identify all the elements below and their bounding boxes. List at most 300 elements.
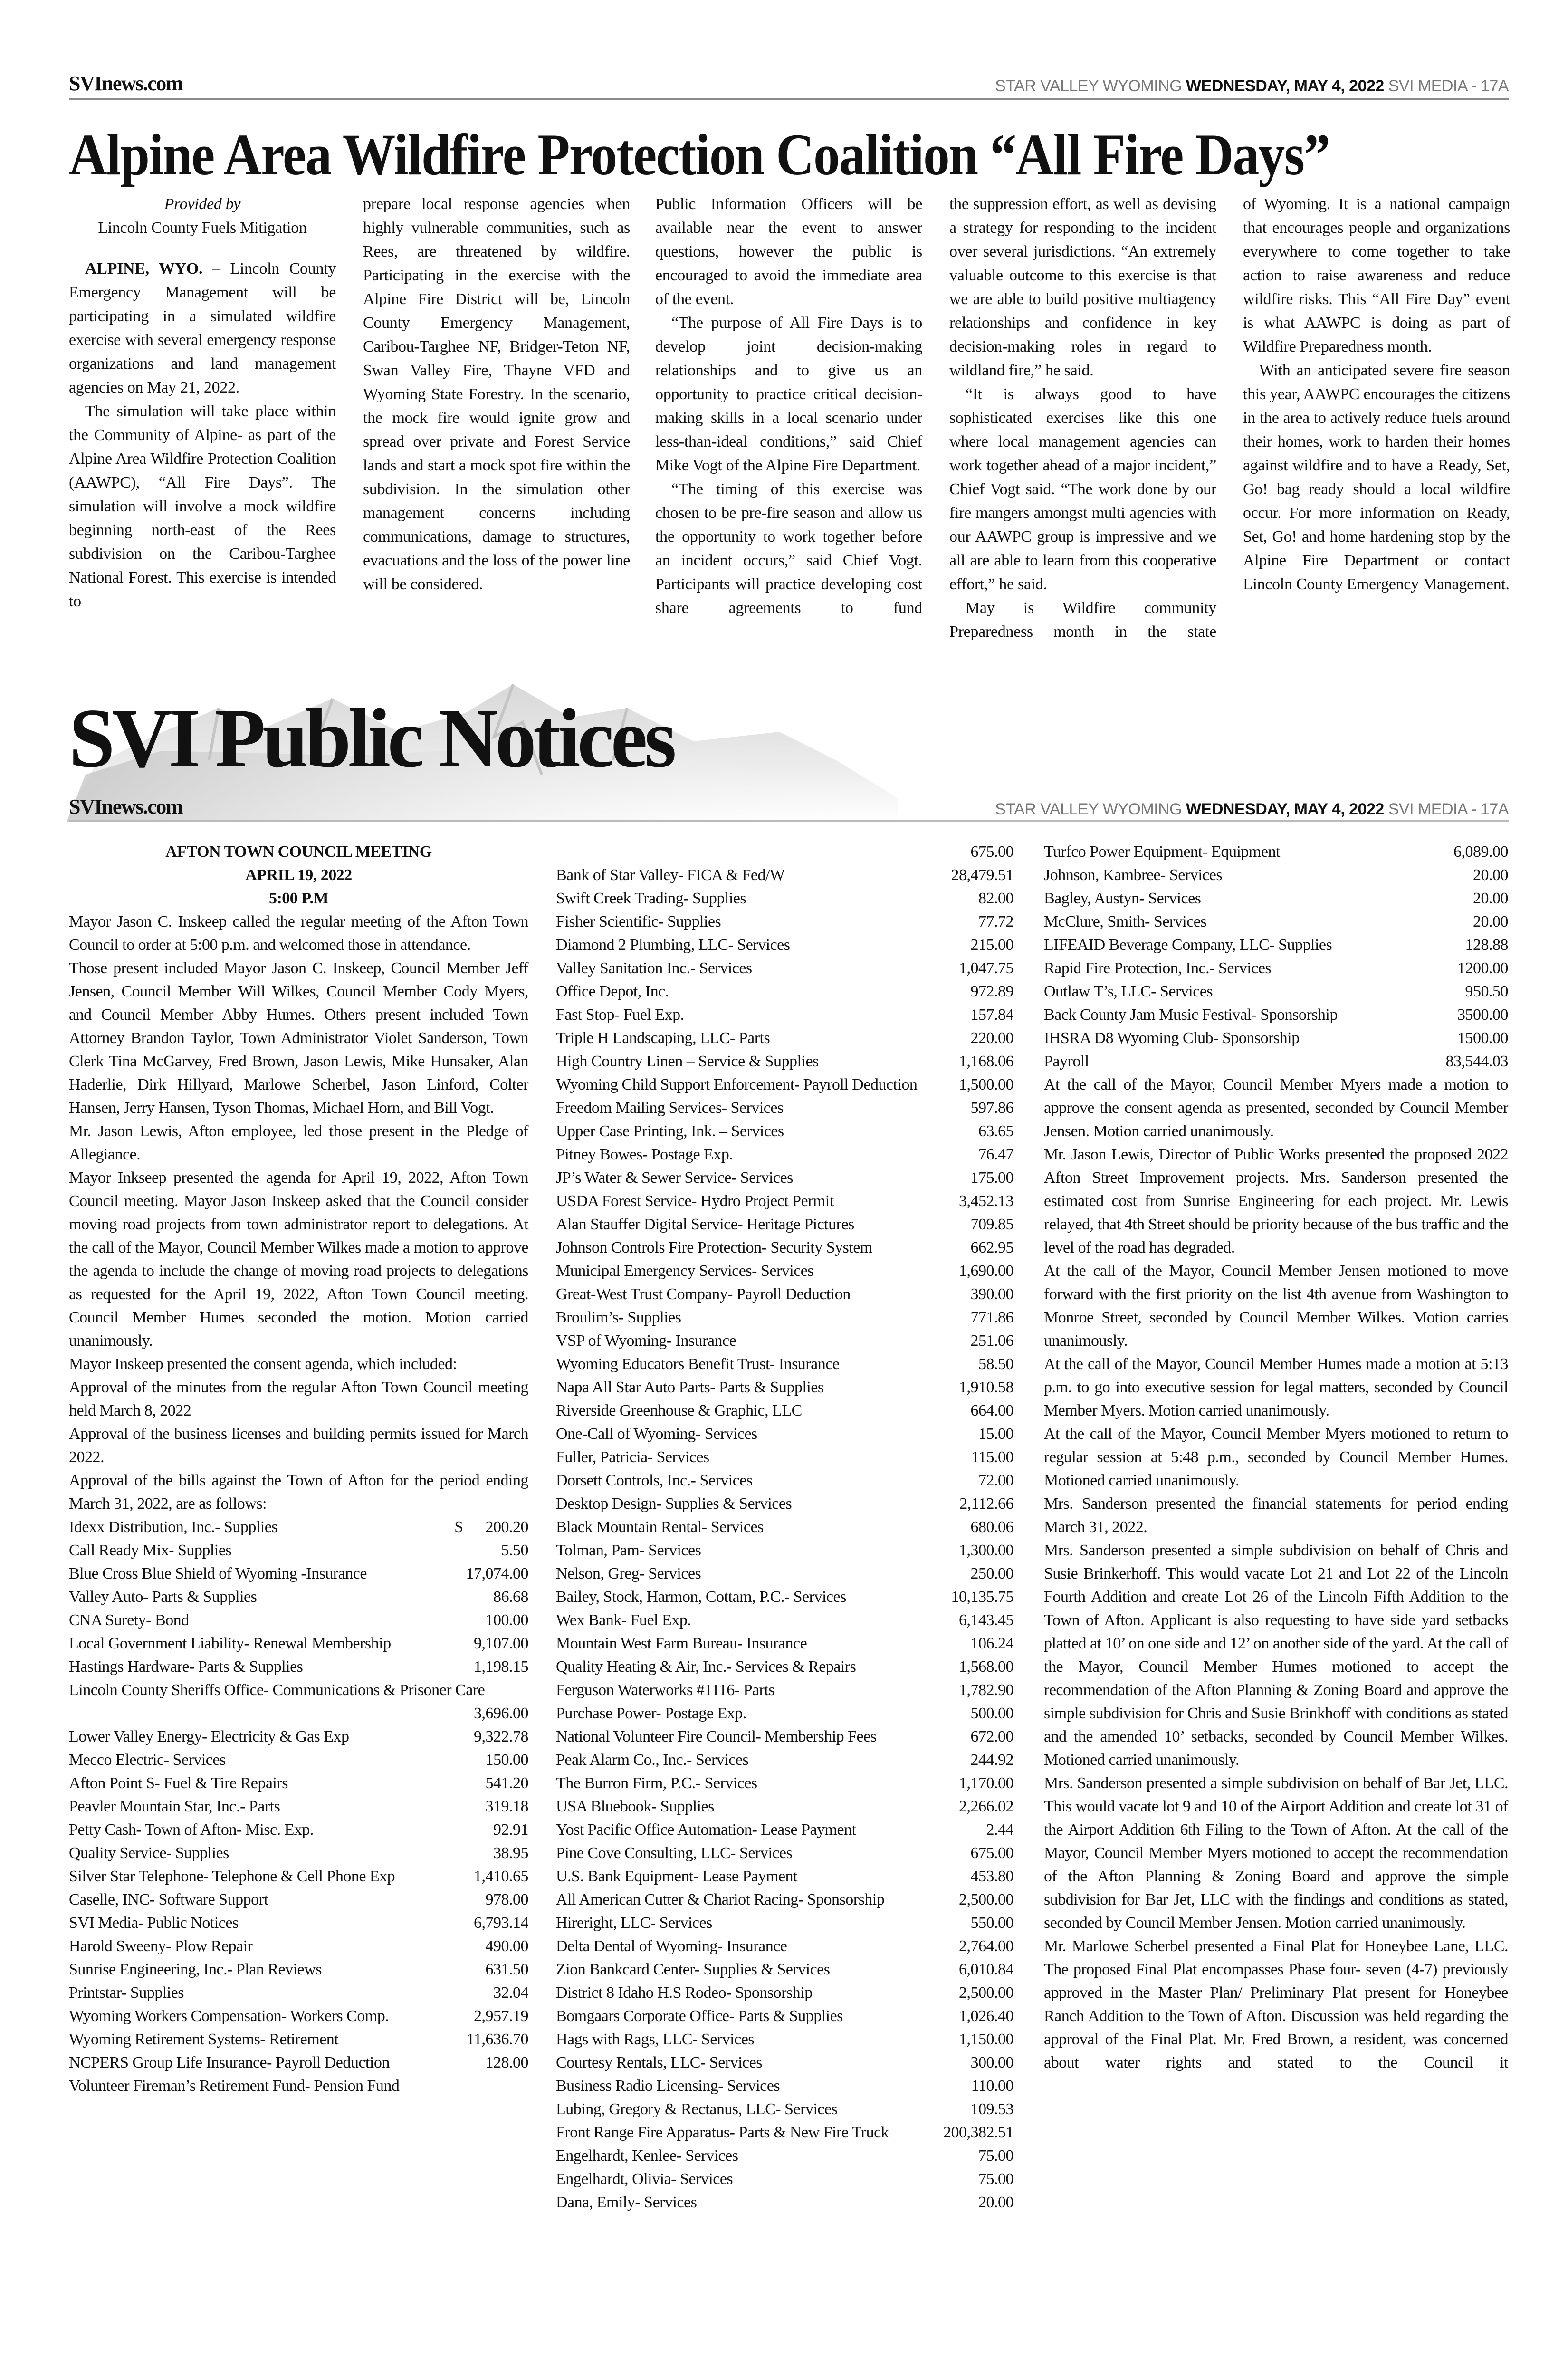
article-paragraph: The simulation will take place within the Community of Alpine- as part of the Alpine Area Wildfire Protection Coalition (AAWPC), “All Fire Days”. The simulation will involve a mock wildfire beginning north-east of the Rees subdivision on the Caribou-Targhee National Forest. This exercise is intended to — [69, 402, 336, 610]
bill-entry — [556, 1515, 1013, 1539]
notices-column — [69, 840, 528, 2098]
bill-payee: Call Ready Mix- Supplies — [69, 1542, 232, 1559]
bill-amount: 1,170.00 — [959, 1774, 1013, 1792]
bill-entry — [556, 1166, 1013, 1189]
bill-amount: 1,910.58 — [959, 1379, 1013, 1396]
bill-entry — [1044, 1050, 1508, 1073]
bill-amount: 1,690.00 — [959, 1262, 1013, 1280]
bill-entry — [69, 1539, 528, 1562]
bill-entry — [556, 1050, 1013, 1073]
bill-entry — [69, 1562, 528, 1585]
bill-amount: 541.20 — [485, 1774, 528, 1792]
bill-amount: 950.50 — [1465, 983, 1508, 1000]
bill-payee: Silver Star Telephone- Telephone & Cell Phone Exp — [69, 1868, 395, 1885]
bill-amount: 150.00 — [485, 1751, 528, 1769]
bill-amount: 20.00 — [1473, 913, 1508, 930]
bill-payee: Tolman, Pam- Services — [556, 1542, 701, 1559]
article-paragraph: “It is always good to have sophisticated exercises like this one where local management agencies can work together ahead of a major incident,” Chief Vogt said. “The work done by our fire mangers amongst multi agencies with our AAWPC group is impressive and we all are able to learn from this cooperative effort,” he said. — [949, 385, 1216, 593]
bill-amount: 709.85 — [970, 1216, 1013, 1233]
bill-amount: 597.86 — [970, 1099, 1013, 1117]
bill-entry — [69, 2028, 528, 2051]
bill-entry — [556, 1539, 1013, 1562]
bill-payee: Mountain West Farm Bureau- Insurance — [556, 1635, 807, 1652]
bill-payee: Bagley, Austyn- Services — [1044, 890, 1201, 907]
bill-entry — [69, 2051, 528, 2074]
bill-payee: National Volunteer Fire Council- Membership Fees — [556, 1728, 877, 1745]
bill-payee: Afton Point S- Fuel & Tire Repairs — [69, 1774, 288, 1792]
bill-entry — [1044, 863, 1508, 887]
bill-amount: 1500.00 — [1457, 1029, 1508, 1047]
bill-entry — [69, 1818, 528, 1841]
bill-entry — [556, 1469, 1013, 1492]
public-notices-title: SVI Public Notices — [69, 691, 674, 785]
bill-amount: 250.00 — [970, 1565, 1013, 1582]
notices-header — [69, 795, 1509, 819]
bill-amount: 251.06 — [970, 1332, 1013, 1350]
bill-entry — [556, 1562, 1013, 1585]
bill-amount: 2,500.00 — [959, 1984, 1013, 2002]
bill-payee: Dana, Emily- Services — [556, 2194, 697, 2211]
bill-amount: 453.80 — [970, 1868, 1013, 1885]
bill-entry — [1044, 840, 1508, 863]
bill-payee: Petty Cash- Town of Afton- Misc. Exp. — [69, 1821, 314, 1839]
bill-payee: Municipal Emergency Services- Services — [556, 1262, 814, 1280]
bill-amount: 3,452.13 — [959, 1192, 1013, 1210]
bill-amount: 6,089.00 — [1453, 843, 1508, 861]
bill-payee: Blue Cross Blue Shield of Wyoming -Insurance — [69, 1565, 367, 1582]
bill-payee: USDA Forest Service- Hydro Project Permit — [556, 1192, 834, 1210]
bill-amount: 28,479.51 — [951, 866, 1013, 884]
bill-amount: 1,168.06 — [959, 1053, 1013, 1070]
bill-entry — [556, 1399, 1013, 1422]
bill-entry — [1044, 887, 1508, 910]
bill-payee: NCPERS Group Life Insurance- Payroll Deduction — [69, 2054, 390, 2071]
bill-payee: Black Mountain Rental- Services — [556, 1518, 764, 1536]
bill-amount: 75.00 — [978, 2147, 1013, 2165]
bill-payee: Purchase Power- Postage Exp. — [556, 1705, 746, 1722]
bill-entry — [556, 1026, 1013, 1050]
bill-amount: 500.00 — [970, 1705, 1013, 1722]
article-paragraph: prepare local response agencies when highly vulnerable communities, such as Rees, are threatened by wildfire. Participating in the exercise with the Alpine Fire District will be, Lincoln County Emergency Management, Caribou-Targhee NF, Bridger-Teton NF, Swan Valley Fire, Thayne VFD and Wyoming State Forestry. In the scenario, the mock fire would ignite grow and spread over private and Forest Service lands and start a mock spot fire within the subdivision. In the simulation other management concerns including communications, damage to structures, evacuations and the loss of the power line will be considered. — [363, 195, 630, 593]
bill-amount: 106.24 — [970, 1635, 1013, 1652]
bill-amount: 109.53 — [970, 2100, 1013, 2118]
bill-payee: Wex Bank- Fuel Exp. — [556, 1611, 691, 1629]
bill-amount: 72.00 — [978, 1472, 1013, 1489]
notices-rule — [69, 820, 1509, 822]
bill-entry — [556, 1213, 1013, 1236]
bill-entry — [69, 2004, 528, 2028]
bill-payee: Business Radio Licensing- Services — [556, 2077, 780, 2095]
bill-payee: Johnson Controls Fire Protection- Security System — [556, 1239, 872, 1256]
bill-payee: VSP of Wyoming- Insurance — [556, 1332, 736, 1350]
notice-paragraph: At the call of the Mayor, Council Member Jensen motioned to move forward with the first priority on the list 4th avenue from Washington to Monroe Street, seconded by Council Member Wilkes. Motion carries unanimously. — [1044, 1262, 1508, 1350]
byline-source: Lincoln County Fuels Mitigation — [98, 219, 307, 237]
bill-entry — [69, 1609, 528, 1632]
bill-entry — [556, 1422, 1013, 1446]
bill-payee: Zion Bankcard Center- Supplies & Services — [556, 1961, 830, 1978]
bill-amount: 1,026.40 — [959, 2007, 1013, 2025]
bill-amount: 1,198.15 — [474, 1658, 528, 1676]
bill-amount: 110.00 — [971, 2077, 1013, 2095]
notice-paragraph: Mrs. Sanderson presented a simple subdivision on behalf of Bar Jet, LLC. This would vacate lot 9 and 10 of the Airport Addition and create lot 31 of the Airport Addition 6th Filing to the Town of Afton. At the call of the Mayor, Council Member Myers motioned to accept the recommendation of the Afton Planning & Zoning Board and approve the simple subdivision for Bar Jet, LLC with the findings and conditions as stated, seconded by Council Member Jensen. Motion carried unanimously. — [1044, 1774, 1508, 1932]
bill-amount: 1,047.75 — [959, 959, 1013, 977]
bill-payee: Wyoming Child Support Enforcement- Payroll Deduction — [556, 1076, 918, 1093]
spacer — [69, 240, 336, 257]
bill-amount: 20.00 — [1473, 890, 1508, 907]
bill-payee: Lubing, Gregory & Rectanus, LLC- Services — [556, 2100, 838, 2118]
bill-payee: Printstar- Supplies — [69, 1984, 184, 2002]
dateline-date: WEDNESDAY, MAY 4, 2022 — [1186, 77, 1384, 95]
bill-payee: Napa All Star Auto Parts- Parts & Supplies — [556, 1379, 824, 1396]
bill-entry — [556, 1865, 1013, 1888]
bill-payee: Bomgaars Corporate Office- Parts & Supplies — [556, 2007, 843, 2025]
bill-amount: 128.88 — [1465, 936, 1508, 954]
bill-amount: 672.00 — [970, 1728, 1013, 1745]
bill-payee: CNA Surety- Bond — [69, 1611, 189, 1629]
bill-amount: 15.00 — [978, 1425, 1013, 1443]
dateline-lead: ALPINE, WYO. — [85, 260, 203, 278]
bill-amount: 1,782.90 — [959, 1681, 1013, 1699]
bill-amount: 675.00 — [970, 1844, 1013, 1862]
bill-entry — [556, 2028, 1013, 2051]
bill-amount: 20.00 — [1473, 866, 1508, 884]
bill-amount: 220.00 — [970, 1029, 1013, 1047]
bill-entry — [69, 1632, 528, 1655]
bill-payee: Bailey, Stock, Harmon, Cottam, P.C.- Services — [556, 1588, 846, 1606]
bill-payee: Bank of Star Valley- FICA & Fed/W — [556, 866, 785, 884]
bill-payee: Engelhardt, Kenlee- Services — [556, 2147, 738, 2165]
bill-entry — [556, 1609, 1013, 1632]
bill-payee: Great-West Trust Company- Payroll Deduction — [556, 1285, 851, 1303]
bill-entry — [556, 1585, 1013, 1609]
bill-payee: Riverside Greenhouse & Graphic, LLC — [556, 1402, 802, 1419]
notices-column — [1044, 840, 1508, 2074]
bill-amount: 390.00 — [970, 1285, 1013, 1303]
bill-payee: Caselle, INC- Software Support — [69, 1891, 268, 1908]
bill-payee: Idexx Distribution, Inc.- Supplies — [69, 1518, 278, 1536]
bill-payee: Pitney Bowes- Postage Exp. — [556, 1146, 733, 1163]
bill-amount: 2,266.02 — [959, 1798, 1013, 1815]
article-byline — [69, 192, 336, 240]
notices-column — [556, 840, 1013, 2214]
bill-entry — [69, 1981, 528, 2004]
bill-entry — [69, 2074, 528, 2098]
bill-amount: 2.44 — [986, 1821, 1013, 1839]
bill-payee: Lower Valley Energy- Electricity & Gas Exp — [69, 1728, 349, 1745]
notice-paragraph: Mayor Inskeep presented the consent agenda, which included: — [69, 1355, 457, 1373]
bill-amount: 38.95 — [493, 1844, 528, 1862]
bill-entry — [69, 1748, 528, 1772]
notice-paragraph: Mayor Inkseep presented the agenda for April 19, 2022, Afton Town Council meeting. Mayor Jason Inskeep asked that the Council consider moving road projects from town administrator report to delegations. At the call of the Mayor, Council Member Wilkes made a motion to approve the agenda to include the change of moving road projects to delegations as requested for the April 19, 2022, Afton Town Council meeting. Council Member Humes seconded the motion. Motion carried unanimously. — [69, 1169, 528, 1350]
bill-entry — [556, 1143, 1013, 1166]
bill-amount: 11,636.70 — [466, 2031, 528, 2048]
article-column — [363, 192, 630, 596]
bill-entry — [69, 1515, 528, 1539]
bill-payee: Harold Sweeny- Plow Repair — [69, 1937, 253, 1955]
bill-amount: 1,410.65 — [474, 1868, 528, 1885]
notice-paragraph: Mayor Jason C. Inskeep called the regular meeting of the Afton Town Council to order at 5:00 p.m. and welcomed those in attendance. — [69, 913, 528, 954]
article-column — [69, 192, 336, 613]
bill-amount: 1,568.00 — [959, 1658, 1013, 1676]
bill-payee: Payroll — [1044, 1053, 1089, 1070]
byline-label: Provided by — [164, 195, 241, 213]
bill-payee: JP’s Water & Sewer Service- Services — [556, 1169, 793, 1187]
bill-entry — [556, 1189, 1013, 1213]
bill-entry — [556, 910, 1013, 933]
bill-amount: 17,074.00 — [466, 1565, 528, 1582]
bill-amount: 2,764.00 — [959, 1937, 1013, 1955]
article-paragraph: With an anticipated severe fire season this year, AAWPC encourages the citizens in the area to actively reduce fuels around their homes, work to harden their homes against wildfire and to have a Ready, Set, Go! bag ready should a local wildfire occur. For more information on Ready, Set, Go! and home hardening stop by the Alpine Fire Department or contact Lincoln County Emergency Management. — [1243, 362, 1510, 593]
bill-amount: 675.00 — [970, 843, 1013, 861]
bill-payee: The Burron Firm, P.C.- Services — [556, 1774, 757, 1792]
article-paragraph: ALPINE, WYO. – Lincoln County Emergency Management will be participating in a simulated wildfire exercise with several emergency response organizations and land management agencies on May 21, 2022. — [69, 260, 336, 396]
article-paragraph: Public Information Officers will be available near the event to answer questions, however the public is encouraged to avoid the immediate area of the event. — [655, 195, 922, 308]
bill-payee: Hireright, LLC- Services — [556, 1914, 712, 1932]
article-column — [949, 192, 1216, 644]
bill-payee: Quality Service- Supplies — [69, 1844, 229, 1862]
bill-entry — [556, 1888, 1013, 1911]
bill-entry — [556, 980, 1013, 1003]
bill-entry — [69, 1795, 528, 1818]
bill-amount: 3,696.00 — [474, 1705, 528, 1722]
bill-entry — [1044, 1003, 1508, 1026]
bill-entry — [556, 1981, 1013, 2004]
bill-entry — [556, 2074, 1013, 2098]
bill-entry — [556, 1096, 1013, 1120]
notice-paragraph: Mr. Jason Lewis, Afton employee, led those present in the Pledge of Allegiance. — [69, 1122, 528, 1163]
bill-amount: 92.91 — [493, 1821, 528, 1839]
dateline — [995, 800, 1509, 819]
bill-amount: 2,500.00 — [959, 1891, 1013, 1908]
bill-amount: 662.95 — [970, 1239, 1013, 1256]
notice-heading: 5:00 P.M — [268, 890, 329, 907]
notice-paragraph: At the call of the Mayor, Council Member Humes made a motion at 5:13 p.m. to go into executive session for legal matters, seconded by Council Member Myers. Motion carried unanimously. — [1044, 1355, 1508, 1419]
notice-heading: AFTON TOWN COUNCIL MEETING — [165, 843, 432, 861]
article-paragraph: of Wyoming. It is a national campaign that encourages people and organizations everywhere to come together to take action to raise awareness and reduce wildfire risks. This “All Fire Day” event is what AAWPC is doing as part of Wildfire Preparedness month. — [1243, 195, 1510, 355]
bill-entry — [556, 1911, 1013, 1935]
bill-amount: 6,010.84 — [959, 1961, 1013, 1978]
bill-payee: Hastings Hardware- Parts & Supplies — [69, 1658, 303, 1676]
bill-payee: SVI Media- Public Notices — [69, 1914, 239, 1932]
bill-payee: Desktop Design- Supplies & Services — [556, 1495, 792, 1513]
bill-amount: 244.92 — [970, 1751, 1013, 1769]
bill-payee: Alan Stauffer Digital Service- Heritage Pictures — [556, 1216, 854, 1233]
bill-payee: Turfco Power Equipment- Equipment — [1044, 843, 1280, 861]
bill-payee: Johnson, Kambree- Services — [1044, 866, 1223, 884]
article-paragraph: May is Wildfire community Preparedness month in the state — [949, 599, 1216, 641]
bill-amount: 490.00 — [485, 1937, 528, 1955]
bill-payee: Engelhardt, Olivia- Services — [556, 2170, 733, 2188]
bill-payee: Front Range Fire Apparatus- Parts & New Fire Truck — [556, 2124, 889, 2141]
header-rule — [69, 98, 1509, 100]
bill-entry — [556, 1073, 1013, 1096]
bill-entry — [556, 840, 1013, 863]
bill-entry — [556, 1120, 1013, 1143]
bill-entry — [556, 863, 1013, 887]
notice-paragraph: Approval of the bills against the Town of Afton for the period ending March 31, 2022, are as follows: — [69, 1472, 528, 1513]
bill-payee: Yost Pacific Office Automation- Lease Payment — [556, 1821, 856, 1839]
bill-entry — [69, 1772, 528, 1795]
bill-amount: 2,957.19 — [474, 2007, 528, 2025]
bill-entry — [556, 2121, 1013, 2144]
bill-amount: 680.06 — [970, 1518, 1013, 1536]
bill-entry — [556, 1935, 1013, 1958]
bill-amount: $ 200.20 — [455, 1518, 528, 1536]
bill-entry — [556, 1818, 1013, 1841]
bill-entry — [556, 2144, 1013, 2167]
bill-amount: 1,150.00 — [959, 2031, 1013, 2048]
bill-entry — [556, 1958, 1013, 1981]
bill-entry — [69, 1655, 528, 1678]
site-name[interactable]: SVInews.com — [69, 795, 182, 818]
bill-entry — [69, 1958, 528, 1981]
bill-entry — [556, 933, 1013, 957]
bill-payee: Lincoln County Sheriffs Office- Communications & Prisoner Care — [69, 1681, 485, 1699]
bill-amount: 75.00 — [978, 2170, 1013, 2188]
bill-payee: Quality Heating & Air, Inc.- Services & Repairs — [556, 1658, 856, 1676]
bill-amount: 128.00 — [485, 2054, 528, 2071]
bill-entry — [1044, 910, 1508, 933]
bill-entry — [556, 2167, 1013, 2191]
bill-entry — [556, 2004, 1013, 2028]
bill-amount: 300.00 — [970, 2054, 1013, 2071]
bill-entry — [556, 957, 1013, 980]
bill-payee: Mecco Electric- Services — [69, 1751, 226, 1769]
bill-amount: 972.89 — [970, 983, 1013, 1000]
notice-heading: APRIL 19, 2022 — [245, 866, 352, 884]
bill-payee: Ferguson Waterworks #1116- Parts — [556, 1681, 775, 1699]
bill-entry — [69, 1911, 528, 1935]
bill-payee: Courtesy Rentals, LLC- Services — [556, 2054, 762, 2071]
notice-paragraph: Mr. Jason Lewis, Director of Public Works presented the proposed 2022 Afton Street Improvement projects. Mrs. Sanderson presented the estimated cost from Sunrise Engineering for each project. Mr. Lewis relayed, that 4th Street should be priority because of the bus traffic and the level of the road has degraded. — [1044, 1146, 1508, 1256]
bill-entry — [69, 1888, 528, 1911]
bill-entry — [556, 2098, 1013, 2121]
article-column — [655, 192, 922, 620]
bill-entry — [556, 887, 1013, 910]
bill-entry — [69, 1935, 528, 1958]
article-headline: Alpine Area Wildfire Protection Coalition “All Fire Days” — [69, 122, 1330, 187]
notice-paragraph: At the call of the Mayor, Council Member Myers made a motion to approve the consent agenda as presented, seconded by Council Member Jensen. Motion carried unanimously. — [1044, 1076, 1508, 1140]
bill-payee: Delta Dental of Wyoming- Insurance — [556, 1937, 787, 1955]
bill-amount: 76.47 — [978, 1146, 1013, 1163]
bill-amount: 20.00 — [978, 2194, 1013, 2211]
dateline-location: STAR VALLEY WYOMING — [995, 77, 1182, 95]
bill-amount: 6,143.45 — [959, 1611, 1013, 1629]
bill-payee: Volunteer Fireman’s Retirement Fund- Pension Fund — [69, 2077, 400, 2095]
bill-amount: 550.00 — [970, 1914, 1013, 1932]
dateline-edition: SVI MEDIA - 17A — [1388, 77, 1509, 95]
bill-entry — [1044, 1026, 1508, 1050]
bill-amount: 664.00 — [970, 1402, 1013, 1419]
bill-amount: 9,107.00 — [474, 1635, 528, 1652]
bill-payee: Rapid Fire Protection, Inc.- Services — [1044, 959, 1272, 977]
bill-payee: Fisher Scientific- Supplies — [556, 913, 721, 930]
bill-amount: 1200.00 — [1457, 959, 1508, 977]
bill-amount: 319.18 — [485, 1798, 528, 1815]
bill-payee: U.S. Bank Equipment- Lease Payment — [556, 1868, 798, 1885]
bill-entry — [1044, 933, 1508, 957]
bill-payee: High Country Linen – Service & Supplies — [556, 1053, 819, 1070]
notice-paragraph: Those present included Mayor Jason C. Inskeep, Council Member Jeff Jensen, Council Member Will Wilkes, Council Member Cody Myers, and Council Member Abby Humes. Others present included Town Attorney Brandon Taylor, Town Administrator Violet Sanderson, Town Clerk Tina McGarvey, Fred Brown, Jason Lewis, Mike Hunsaker, Alan Haderlie, Dirk Hillyard, Marlowe Scherbel, Jason Linford, Colter Hansen, Jerry Hansen, Tyson Thomas, Michael Horn, and Bill Vogt. — [69, 959, 528, 1117]
bill-amount: 115.00 — [971, 1448, 1013, 1466]
bill-payee: LIFEAID Beverage Company, LLC- Supplies — [1044, 936, 1332, 954]
bill-amount: 5.50 — [501, 1542, 528, 1559]
bill-entry — [69, 1841, 528, 1865]
bill-entry — [556, 2051, 1013, 2074]
bill-entry — [1044, 957, 1508, 980]
bill-amount: 215.00 — [970, 936, 1013, 954]
bill-entry — [556, 1352, 1013, 1376]
bill-entry — [556, 1702, 1013, 1725]
bill-entry — [69, 1678, 528, 1725]
bill-payee: Dorsett Controls, Inc.- Services — [556, 1472, 753, 1489]
bill-amount: 2,112.66 — [959, 1495, 1013, 1513]
bill-entry — [69, 1585, 528, 1609]
notice-paragraph: Mrs. Sanderson presented a simple subdivision on behalf of Chris and Susie Brinkerhoff. This would vacate Lot 21 and Lot 22 of the Lincoln Fourth Addition and create Lot 26 of the Lincoln Fifth Addition to the Town of Afton. Applicant is also requesting to have side yard setbacks platted at 10’ on one side and 12’ on another side of the yard. At the call of the Mayor, Council Member Humes motioned to accept the recommendation of the Afton Planning & Zoning Board and approve the simple subdivision for Chris and Susie Brinkhoff with conditions as stated and the amended 10’ setbacks, seconded by Council Member Wilkes. Motioned carried unanimously. — [1044, 1542, 1508, 1769]
bill-entry — [556, 1795, 1013, 1818]
bill-amount: 32.04 — [493, 1984, 528, 2002]
bill-entry — [556, 2191, 1013, 2214]
bill-entry — [556, 1772, 1013, 1795]
bill-entry — [556, 1446, 1013, 1469]
bill-amount: 77.72 — [978, 913, 1013, 930]
bill-payee: Sunrise Engineering, Inc.- Plan Reviews — [69, 1961, 322, 1978]
bill-amount: 978.00 — [485, 1891, 528, 1908]
bill-entry — [556, 1376, 1013, 1399]
bill-payee: Wyoming Educators Benefit Trust- Insurance — [556, 1355, 840, 1373]
bill-payee: USA Bluebook- Supplies — [556, 1798, 714, 1815]
bill-payee: Back County Jam Music Festival- Sponsorship — [1044, 1006, 1338, 1024]
bill-entry — [556, 1283, 1013, 1306]
bill-amount: 63.65 — [978, 1122, 1013, 1140]
bill-payee: Peak Alarm Co., Inc.- Services — [556, 1751, 749, 1769]
article-paragraph: “The timing of this exercise was chosen to be pre-fire season and allow us the opportunity to work together before an incident occurs,” said Chief Vogt. Participants will practice developing cost share agreements to fund — [655, 480, 922, 617]
bill-payee: Peavler Mountain Star, Inc.- Parts — [69, 1798, 280, 1815]
bill-entry — [556, 1236, 1013, 1259]
dateline-date: WEDNESDAY, MAY 4, 2022 — [1186, 800, 1384, 818]
page-header — [69, 71, 1509, 96]
bill-payee: Pine Cove Consulting, LLC- Services — [556, 1844, 793, 1862]
bill-payee: IHSRA D8 Wyoming Club- Sponsorship — [1044, 1029, 1300, 1047]
site-name[interactable]: SVInews.com — [69, 72, 182, 95]
bill-entry — [1044, 980, 1508, 1003]
bill-payee: Wyoming Retirement Systems- Retirement — [69, 2031, 339, 2048]
bill-payee: All American Cutter & Chariot Racing- Sponsorship — [556, 1891, 885, 1908]
bill-entry — [556, 1678, 1013, 1702]
notice-paragraph: Mr. Marlowe Scherbel presented a Final Plat for Honeybee Lane, LLC. The proposed Final Plat encompasses Phase four- seven (4-7) previously approved in the Master Plan/ Preliminary Plat present for Honeybee Ranch Addition to the Town of Afton. Discussion was held regarding the approval of the Final Plat. Mr. Fred Brown, a resident, was concerned about water rights and stated to the Council it — [1044, 1937, 1508, 2071]
bill-amount: 10,135.75 — [951, 1588, 1013, 1606]
bill-entry — [556, 1492, 1013, 1515]
bill-payee: Triple H Landscaping, LLC- Parts — [556, 1029, 770, 1047]
bill-payee: Diamond 2 Plumbing, LLC- Services — [556, 936, 790, 954]
bill-entry — [556, 1748, 1013, 1772]
dateline — [995, 77, 1509, 96]
bill-entry — [556, 1841, 1013, 1865]
bill-payee: Swift Creek Trading- Supplies — [556, 890, 746, 907]
bill-entry — [556, 1632, 1013, 1655]
bill-entry — [556, 1003, 1013, 1026]
bill-payee: Freedom Mailing Services- Services — [556, 1099, 784, 1117]
bill-payee: Fuller, Patricia- Services — [556, 1448, 709, 1466]
dateline-edition: SVI MEDIA - 17A — [1388, 800, 1509, 818]
bill-payee: McClure, Smith- Services — [1044, 913, 1207, 930]
bill-payee: Broulim’s- Supplies — [556, 1309, 681, 1326]
article-column — [1243, 192, 1510, 596]
bill-payee: Hags with Rags, LLC- Services — [556, 2031, 755, 2048]
bill-amount: 100.00 — [485, 1611, 528, 1629]
bill-payee: Local Government Liability- Renewal Membership — [69, 1635, 391, 1652]
bill-amount: 631.50 — [485, 1961, 528, 1978]
